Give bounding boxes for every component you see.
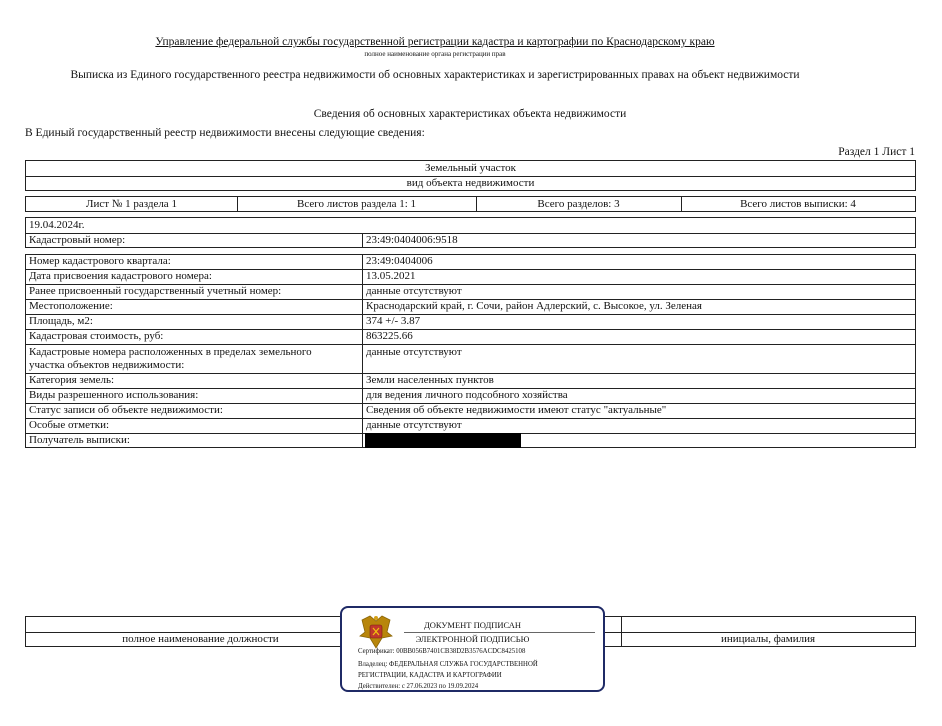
table-row-label: Ранее присвоенный государственный учетный номер: — [29, 285, 282, 297]
sheets-info-row — [25, 196, 916, 212]
table-row-label: Получатель выписки: — [29, 434, 130, 446]
object-type-caption: вид объекта недвижимости — [406, 177, 535, 189]
table-row-label: Дата присвоения кадастрового номера: — [29, 270, 212, 282]
characteristics-table — [25, 254, 916, 448]
table-row-label: Местоположение: — [29, 300, 113, 312]
position-caption: полное наименование должности — [122, 633, 279, 645]
section-sheet-label: Раздел 1 Лист 1 — [838, 146, 915, 158]
table-row-value: данные отсутствуют — [366, 285, 462, 297]
coat-of-arms-icon — [356, 612, 396, 652]
cadastral-number-label: Кадастровый номер: — [29, 234, 126, 246]
table-row-label-continued: участка объектов недвижимости: — [29, 359, 185, 371]
electronic-signature-stamp — [340, 606, 605, 692]
table-row-value: 374 +/- 3.87 — [366, 315, 421, 327]
table-row-label: Кадастровая стоимость, руб: — [29, 330, 164, 342]
table-row-value: для ведения личного подсобного хозяйства — [366, 389, 568, 401]
sheet-number: Лист № 1 раздела 1 — [86, 198, 177, 210]
table-row-value: Краснодарский край, г. Сочи, район Адлерский, с. Высокое, ул. Зеленая — [366, 300, 702, 312]
total-sections: Всего разделов: 3 — [537, 198, 620, 210]
table-row-value: 13.05.2021 — [366, 270, 416, 282]
stamp-subtitle: ЭЛЕКТРОННОЙ ПОДПИСЬЮ — [415, 634, 530, 644]
table-row-label: Виды разрешенного использования: — [29, 389, 199, 401]
total-sheets-extract: Всего листов выписки: 4 — [740, 198, 856, 210]
table-row-label: Площадь, м2: — [29, 315, 93, 327]
table-row-label: Категория земель: — [29, 374, 115, 386]
name-caption: инициалы, фамилия — [720, 633, 816, 645]
table-row-value: Земли населенных пунктов — [366, 374, 494, 386]
cadastral-number-value: 23:49:0404006:9518 — [366, 234, 458, 246]
object-type-box — [25, 160, 916, 191]
stamp-owner: Владелец: ФЕДЕРАЛЬНАЯ СЛУЖБА ГОСУДАРСТВЕННОЙ — [358, 661, 538, 668]
table-row-label: Номер кадастрового квартала: — [29, 255, 171, 267]
stamp-validity: Действителен: с 27.06.2023 по 19.09.2024 — [358, 683, 479, 690]
object-type: Земельный участок — [425, 162, 516, 174]
section-title: Сведения об основных характеристиках объекта недвижимости — [313, 108, 627, 120]
table-row-value: данные отсутствуют — [366, 419, 462, 431]
intro-text: В Единый государственный реестр недвижимости внесены следующие сведения: — [25, 127, 425, 139]
cadastral-box — [25, 217, 916, 248]
table-row-label: Кадастровые номера расположенных в пределах земельного — [29, 346, 312, 358]
table-row-value: данные отсутствуют — [366, 346, 462, 358]
table-row-value: Сведения об объекте недвижимости имеют статус "актуальные" — [366, 404, 667, 416]
extract-title: Выписка из Единого государственного реестра недвижимости об основных характеристиках и зарегистрированных правах на объект недвижимости — [70, 69, 800, 81]
total-sheets-section: Всего листов раздела 1: 1 — [296, 198, 417, 210]
redacted-recipient — [365, 433, 521, 448]
stamp-certificate: Сертификат: 00BB056B7401CB38D2B3576ACDC8425108 — [358, 648, 526, 655]
organization-name: Управление федеральной службы государственной регистрации кадастра и картографии по Краснодарскому краю — [155, 36, 715, 48]
table-row-value: 863225.66 — [366, 330, 413, 342]
stamp-owner-continued: РЕГИСТРАЦИИ, КАДАСТРА И КАРТОГРАФИИ — [358, 672, 502, 679]
organization-caption: полное наименование органа регистрации прав — [364, 50, 506, 58]
table-row-label: Особые отметки: — [29, 419, 110, 431]
stamp-title: ДОКУМЕНТ ПОДПИСАН — [423, 620, 522, 630]
table-row-label: Статус записи об объекте недвижимости: — [29, 404, 223, 416]
extract-date: 19.04.2024г. — [29, 219, 85, 231]
table-row-value: 23:49:0404006 — [366, 255, 433, 267]
